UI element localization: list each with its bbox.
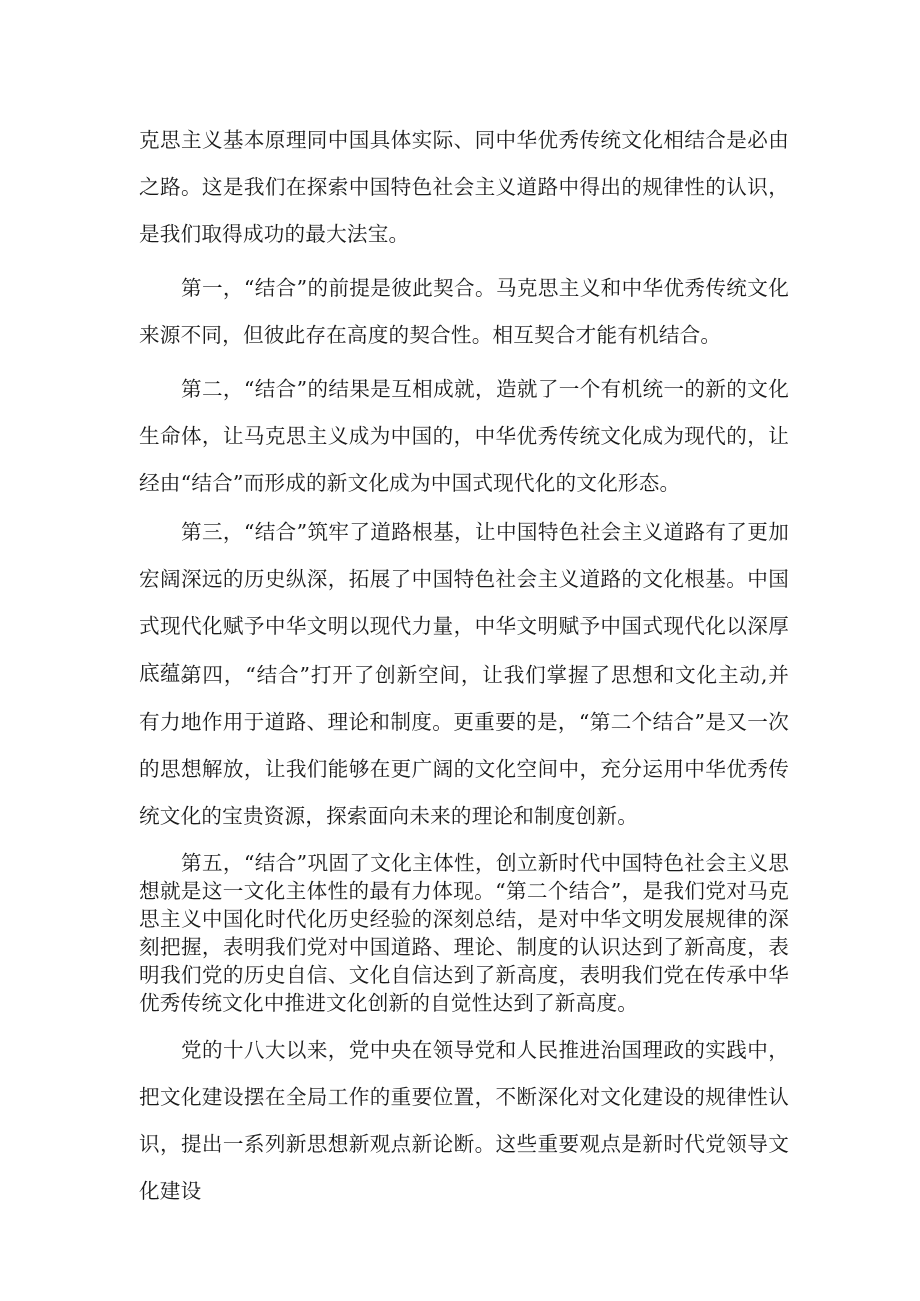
paragraph-second-point: 第二，“结合”的结果是互相成就，造就了一个有机统一的新的文化生命体，让马克思主义成为中国的，中华优秀传统文化成为现代的，让经由“结合”而形成的新文化成为中国式现代化的文化形态。 — [139, 377, 789, 495]
paragraph-fifth-point: 第五，“结合”巩固了文化主体性，创立新时代中国特色社会主义思想就是这一文化主体性的最有力体现。“第二个结合”，是我们党对马克思主义中国化时代化历史经验的深刻总结，是对中华文明发展规律的深刻把握，表明我们党对中国道路、理论、制度的认识达到了新高度，表明我们党的历史自信、文化自信达到了新高度，表明我们党在传承中华优秀传统文化中推进文化创新的自觉性达到了新高度。 — [139, 851, 789, 1015]
paragraph-continuation: 克思主义基本原理同中国具体实际、同中华优秀传统文化相结合是必由之路。这是我们在探索中国特色社会主义道路中得出的规律性的认识，是我们取得成功的最大法宝。 — [139, 128, 789, 246]
paragraph-third-point: 第三，“结合”筑牢了道路根基，让中国特色社会主义道路有了更加宏阔深远的历史纵深，拓展了中国特色社会主义道路的文化根基。中国式现代化赋予中华文明以现代力量，中华文明赋予中国式现代化以深厚底蕴。 — [139, 520, 789, 685]
paragraph-fourth-point: 第四，“结合”打开了创新空间，让我们掌握了思想和文化主动,并有力地作用于道路、理论和制度。更重要的是，“第二个结合”是又一次的思想解放，让我们能够在更广阔的文化空间中，充分运用中华优秀传统文化的宝贵资源，探索面向未来的理论和制度创新。 — [139, 663, 789, 828]
paragraph-first-point: 第一，“结合”的前提是彼此契合。马克思主义和中华优秀传统文化来源不同，但彼此存在高度的契合性。相互契合才能有机结合。 — [139, 276, 789, 347]
paragraph-since-18th-congress: 党的十八大以来，党中央在领导党和人民推进治国理政的实践中，把文化建设摆在全局工作的重要位置，不断深化对文化建设的规律性认识，提出一系列新思想新观点新论断。这些重要观点是新时代党领导文化建设 — [139, 1038, 789, 1203]
